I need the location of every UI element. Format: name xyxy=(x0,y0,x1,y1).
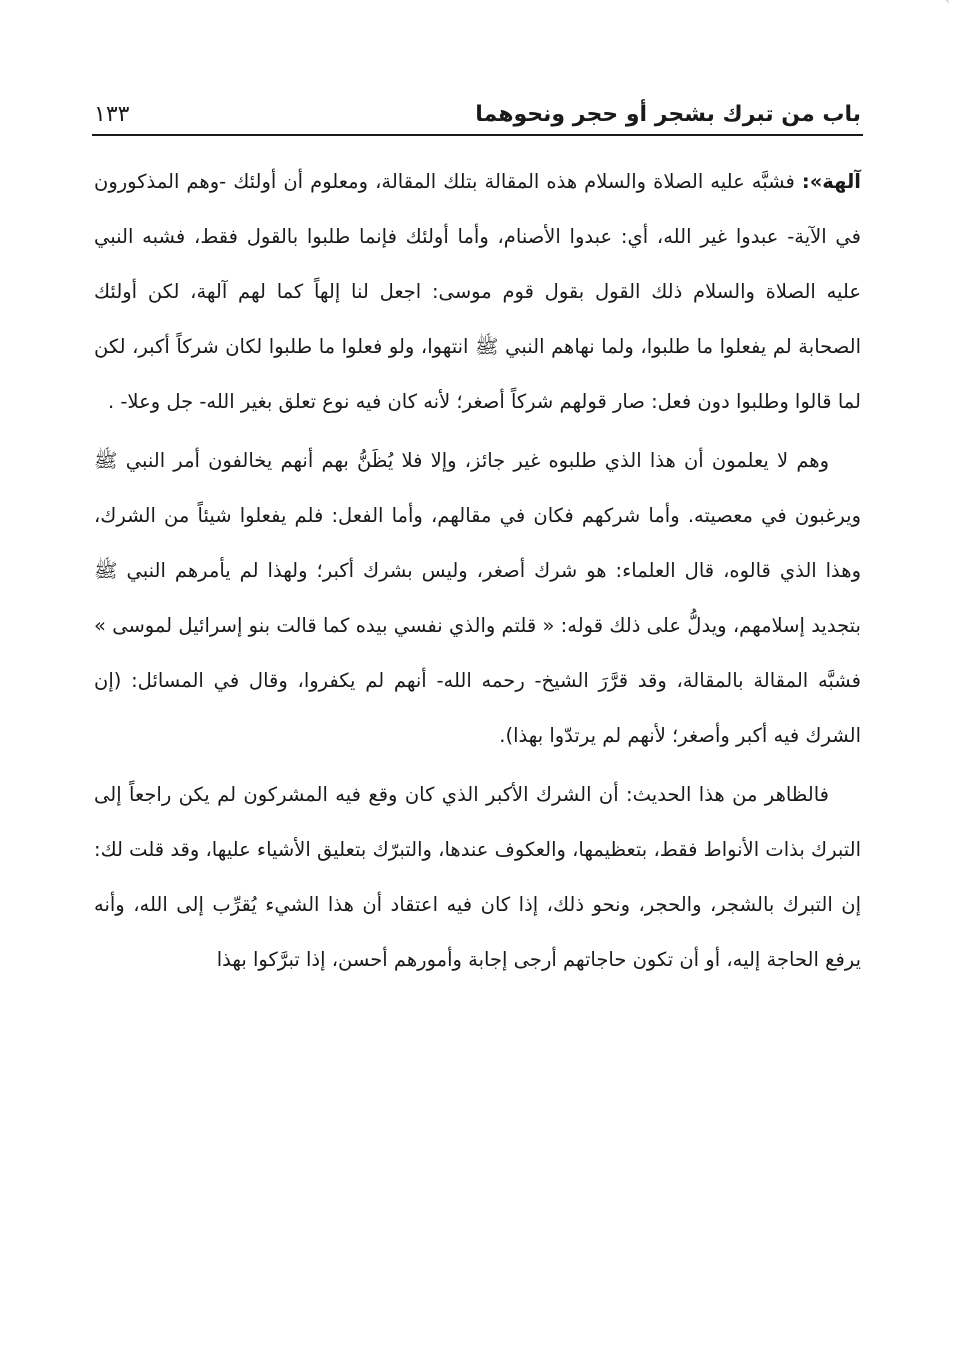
paragraph-text: وهم لا يعلمون أن هذا الذي طلبوه غير جائز، وإلا فلا يُظَنُّ بهم أنهم يخالفون أمر النبي ﷺ ويرغبون في معصيته. وأما شركهم فكان في مقالهم، وأما الفعل: فلم يفعلوا شيئاً من الشرك، وهذا الذي قالوه، قال العلماء: هو شرك أصغر، وليس بشرك أكبر؛ ولهذا لم يأمرهم النبي ﷺ بتجديد إسلامهم، ويدلُّ على ذلك قوله: « قلتم والذي نفسي بيده كما قالت بنو إسرائيل لموسى » فشبَّه المقالة بالمقالة، وقد قرَّرَ الشيخ- رحمه الله- أنهم لم يكفروا، وقال في المسائل: (إن الشرك فيه أكبر وأصغر؛ لأنهم لم يرتدّوا بهذا). xyxy=(94,449,861,747)
paragraph-text: فشبَّه عليه الصلاة والسلام هذه المقالة بتلك المقالة، ومعلوم أن أولئك -وهم المذكورون في الآية- عبدوا غير الله، أي: عبدوا الأصنام، وأما أولئك فإنما طلبوا بالقول فقط، فشبه النبي عليه الصلاة والسلام ذلك القول بقول قوم موسى: اجعل لنا إلهاً كما لهم آلهة، لكن أولئك الصحابة لم يفعلوا ما طلبوا، ولما نهاهم النبي ﷺ انتهوا، ولو فعلوا ما طلبوا لكان شركاً أكبر، لكن لما قالوا وطلبوا دون فعل: صار قولهم شركاً أصغر؛ لأنه كان فيه نوع تعلق بغير الله- جل وعلا- . xyxy=(94,170,861,413)
paragraph-lead: آلهة»: xyxy=(801,170,861,193)
corner-scan-mark xyxy=(928,0,949,13)
paragraph-1 xyxy=(94,154,861,429)
paragraph-2 xyxy=(94,433,861,763)
page-number: ١٣٣ xyxy=(94,102,130,127)
body-text xyxy=(94,154,861,987)
running-header xyxy=(94,86,861,126)
chapter-title: باب من تبرك بشجر أو حجر ونحوهما xyxy=(475,102,861,127)
paragraph-text: فالظاهر من هذا الحديث: أن الشرك الأكبر الذي كان وقع فيه المشركون لم يكن راجعاً إلى التبرك بذات الأنواط فقط، بتعظيمها، والعكوف عندها، والتبرّك بتعليق الأشياء عليها، وقد قلت لك: إن التبرك بالشجر، والحجر، ونحو ذلك، إذا كان فيه اعتقاد أن هذا الشيء يُقرِّب إلى الله، وأنه يرفع الحاجة إليه، أو أن تكون حاجاتهم أرجى إجابة وأمورهم أحسن، إذا تبرَّكوا بهذا xyxy=(94,783,861,971)
header-divider xyxy=(92,134,863,136)
paragraph-3 xyxy=(94,767,861,987)
